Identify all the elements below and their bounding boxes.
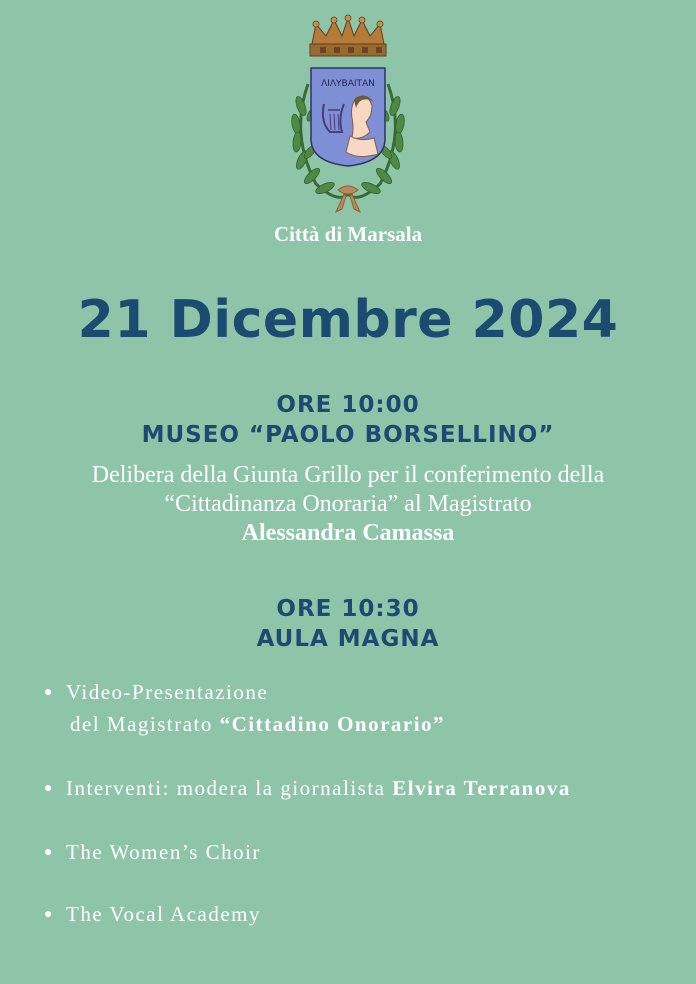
list-item: [44, 902, 684, 927]
bullet-icon: ●: [44, 781, 54, 796]
event-date: 21 Dicembre 2024: [77, 290, 619, 350]
program-item4: The Vocal Academy: [66, 902, 262, 926]
bullet-icon: ●: [44, 845, 54, 860]
event1-place: MUSEO “PAOLO BORSELLINO”: [141, 422, 555, 448]
program-item3: The Women’s Choir: [66, 840, 261, 864]
ribbon-icon: [336, 186, 360, 212]
program-item1-line2-strong: “Cittadino Onorario”: [219, 712, 446, 736]
city-name: Città di Marsala: [273, 222, 423, 246]
event2-place: AULA MAGNA: [256, 626, 440, 652]
list-item-continuation: [44, 712, 696, 737]
event1-description-line1: Delibera della Giunta Grillo per il conferimento della: [91, 462, 605, 488]
list-item: [44, 680, 684, 705]
event1-description-line2: “Cittadinanza Onoraria” al Magistrato: [164, 491, 532, 517]
event1-time: ORE 10:00: [276, 392, 420, 418]
list-item: [44, 776, 684, 801]
event2-time: ORE 10:30: [276, 596, 420, 622]
list-item: [44, 840, 684, 865]
program-item1-line1: Video-Presentazione: [66, 680, 269, 704]
program-item2-strong: Elvira Terranova: [392, 776, 571, 800]
coat-of-arms-emblem: [268, 14, 428, 219]
program-item1-line2-prefix: del Magistrato: [70, 712, 213, 736]
coat-of-arms-shield-icon: [311, 68, 385, 166]
emblem-motto: ΛΙΛΥΒΑΙΤΑΝ: [321, 79, 375, 89]
bullet-icon: ●: [44, 907, 54, 922]
bullet-icon: ●: [44, 685, 54, 700]
program-item2-prefix: Interventi: modera la giornalista: [66, 776, 386, 800]
honoree-name: Alessandra Camassa: [241, 520, 455, 546]
crown-icon: [310, 15, 386, 56]
